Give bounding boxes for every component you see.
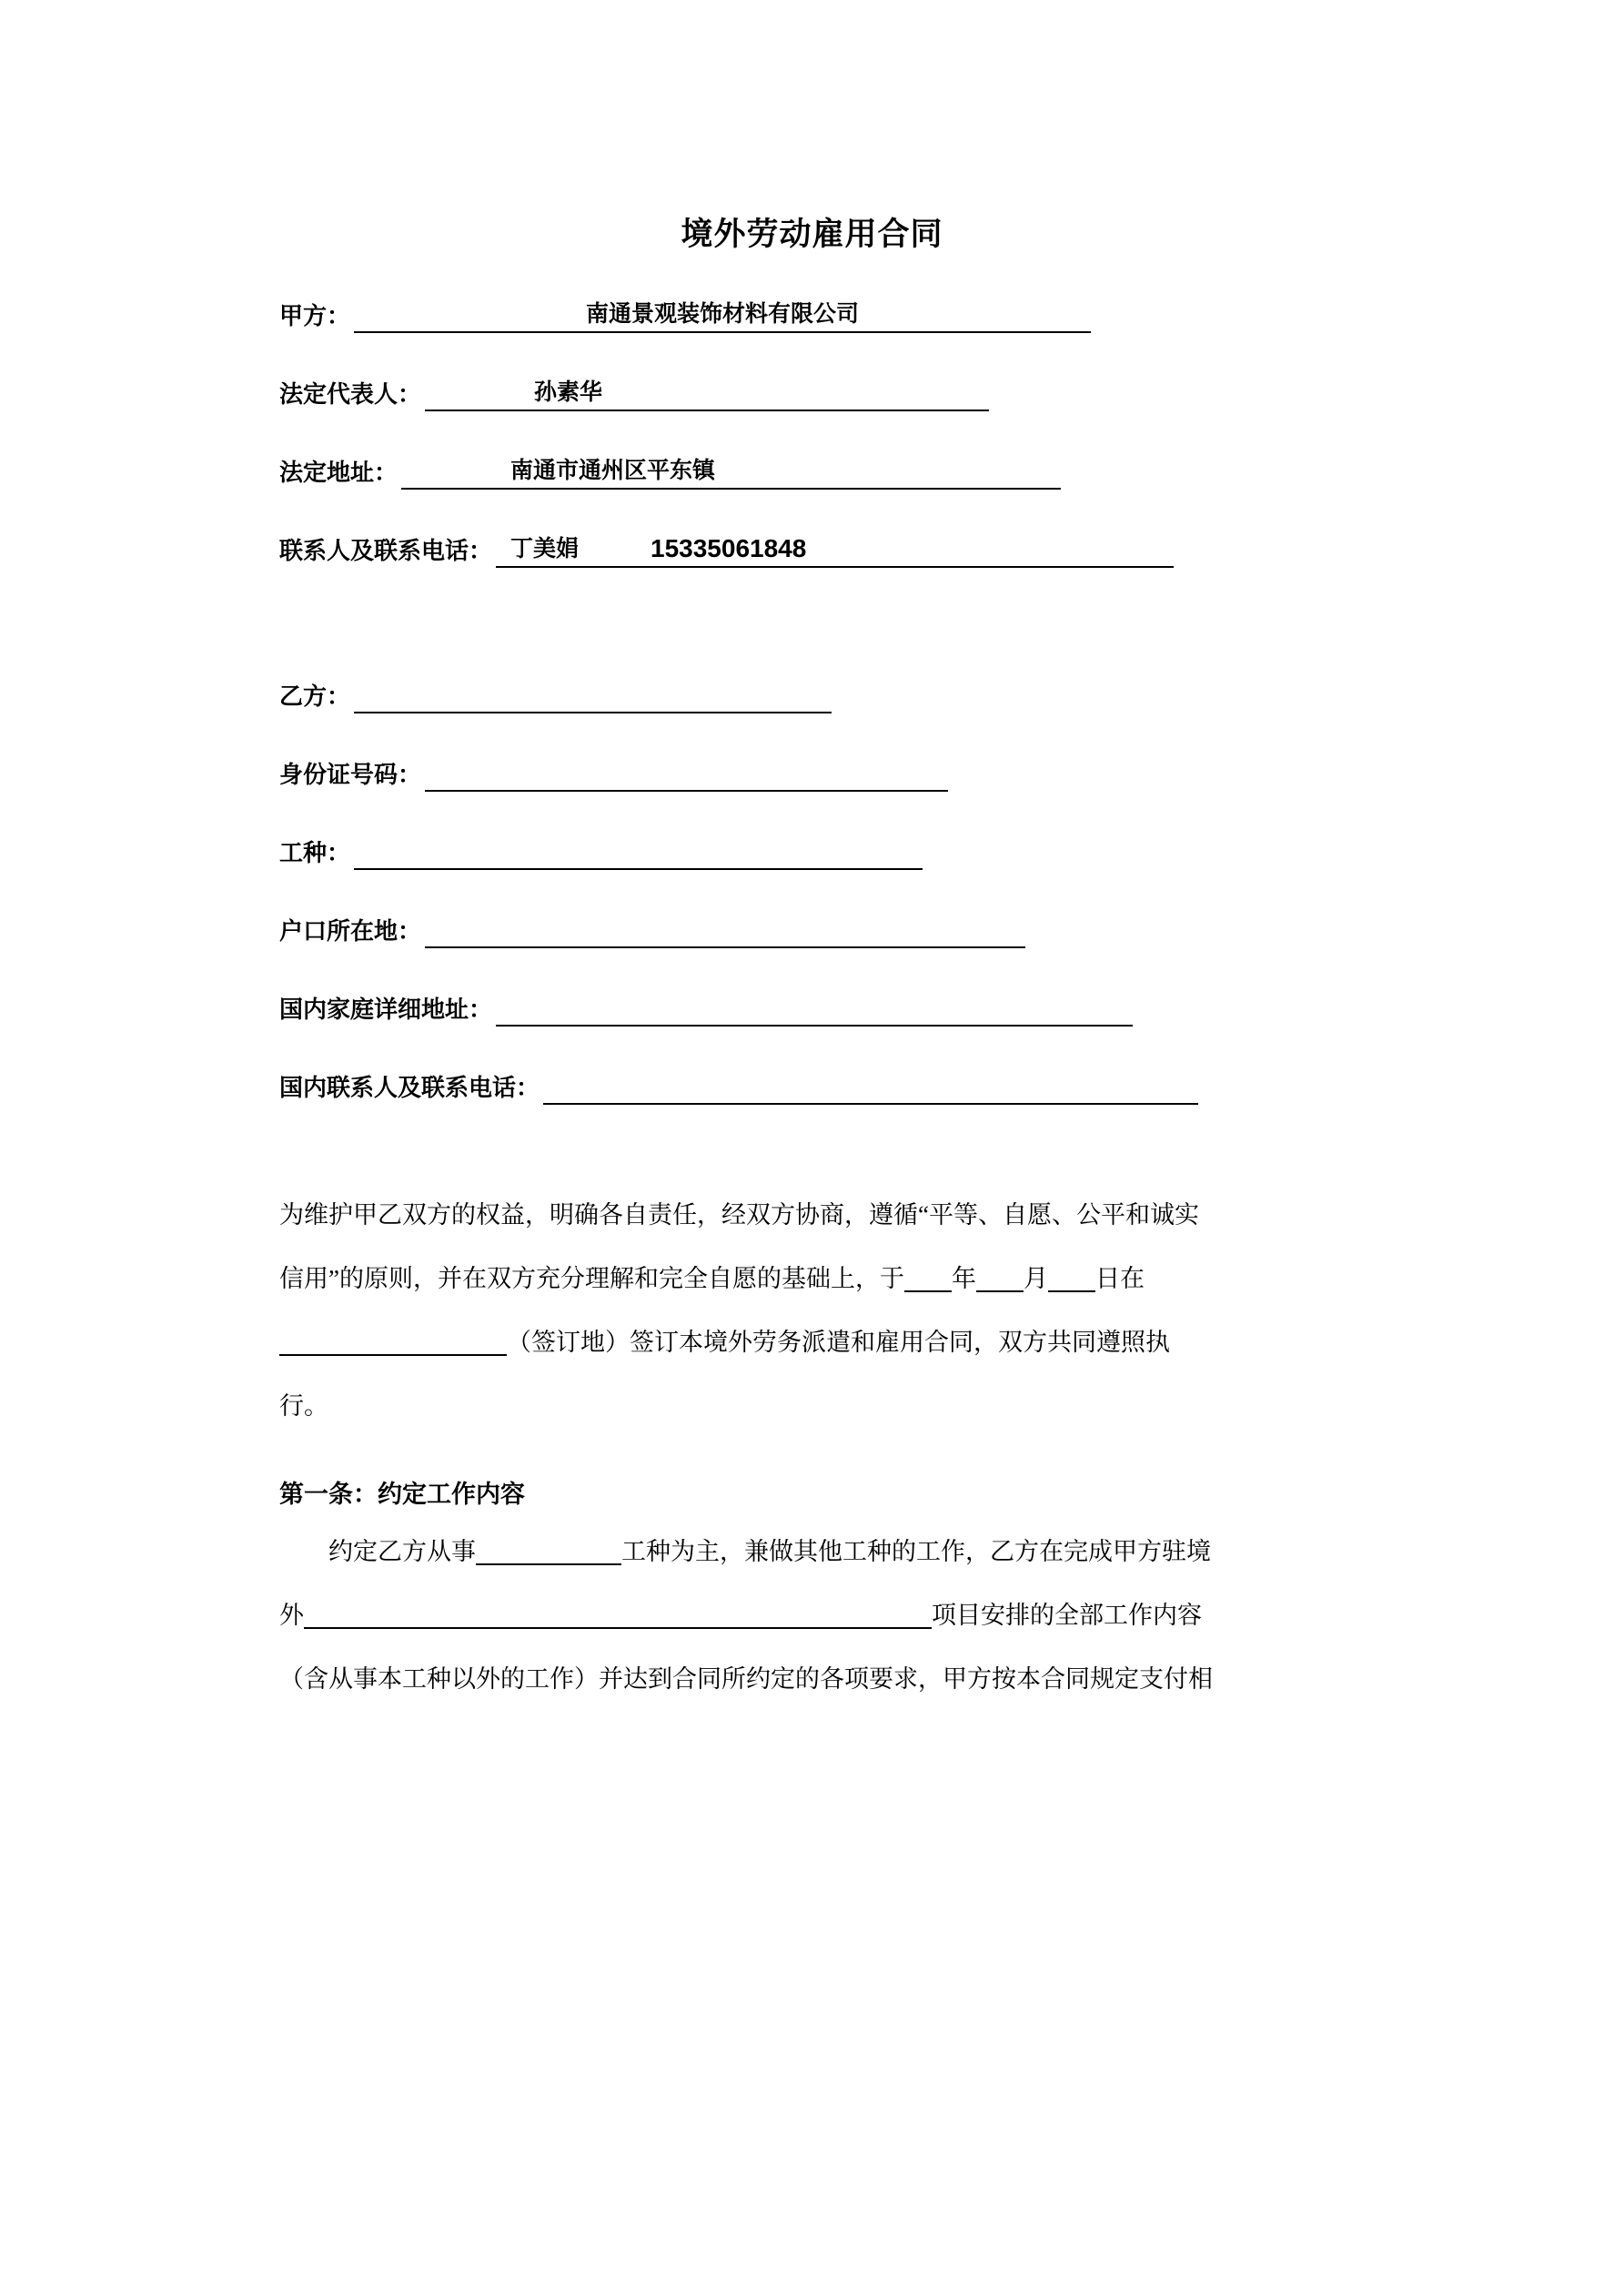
field-job-type[interactable] — [279, 828, 1374, 870]
preamble-block — [279, 1183, 1374, 1438]
field-label: 国内联系人及联系电话： — [279, 1074, 540, 1101]
article-1-line-1 — [279, 1520, 1374, 1583]
field-label: 身份证号码： — [279, 761, 422, 788]
field-party-b-name[interactable] — [279, 672, 1374, 713]
article-1-line-3: （含从事本工种以外的工作）并达到合同所约定的各项要求，甲方按本合同规定支付相 — [279, 1665, 1213, 1693]
field-blank[interactable] — [354, 300, 1091, 333]
field-value-contact: 丁美娟 — [510, 536, 580, 561]
field-value-phone: 15335061848 — [651, 534, 807, 562]
field-value: 南通景观装饰材料有限公司 — [586, 301, 860, 327]
page-title: 境外劳动雇用合同 — [681, 217, 943, 252]
field-legal-address[interactable] — [279, 448, 1374, 490]
label-year: 年 — [951, 1265, 976, 1292]
field-blank[interactable] — [354, 681, 832, 713]
field-label: 国内家庭详细地址： — [279, 996, 493, 1023]
preamble-text-a: 信用”的原则，并在双方充分理解和完全自愿的基础上，于 — [279, 1265, 904, 1292]
preamble-text-b: （签订地）签订本境外劳务派遣和雇用合同，双方共同遵照执 — [507, 1329, 1170, 1356]
field-blank[interactable] — [543, 1072, 1198, 1105]
blank-job-type[interactable] — [476, 1536, 621, 1565]
field-domestic-home-address[interactable] — [279, 985, 1374, 1027]
article-1-text-c: 外 — [279, 1602, 304, 1629]
field-legal-representative[interactable] — [279, 369, 1374, 411]
field-label: 法定地址： — [279, 459, 398, 486]
field-blank[interactable] — [401, 457, 1061, 490]
field-label: 户口所在地： — [279, 917, 422, 945]
field-blank[interactable] — [425, 759, 948, 792]
article-1-text-d: 项目安排的全部工作内容 — [932, 1602, 1202, 1629]
field-contact-person-phone[interactable] — [279, 526, 1374, 568]
field-id-number[interactable] — [279, 750, 1374, 792]
label-day: 日在 — [1094, 1265, 1145, 1292]
field-label: 甲方： — [279, 302, 351, 329]
article-1-line-2 — [279, 1583, 1374, 1647]
field-blank[interactable] — [425, 915, 1025, 948]
article-1-text-a: 约定乙方从事 — [328, 1538, 476, 1565]
preamble-line-1: 为维护甲乙双方的权益，明确各自责任，经双方协商，遵循“平等、自愿、公平和诚实 — [279, 1201, 1199, 1229]
blank-year[interactable] — [904, 1263, 952, 1292]
field-household-registration[interactable] — [279, 906, 1374, 948]
field-value: 孙素华 — [534, 379, 603, 405]
spacer — [279, 568, 1374, 635]
blank-signing-place[interactable] — [279, 1327, 507, 1356]
blank-month[interactable] — [976, 1263, 1024, 1292]
preamble-line-3 — [279, 1310, 1374, 1374]
contract-body — [250, 291, 1374, 1711]
field-label: 工种： — [279, 839, 351, 866]
field-blank[interactable] — [496, 994, 1133, 1027]
field-blank[interactable] — [425, 379, 989, 411]
field-value: 南通市通州区平东镇 — [510, 458, 716, 483]
field-label: 联系人及联系电话： — [279, 537, 493, 564]
article-1-heading: 第一条：约定工作内容 — [279, 1481, 525, 1508]
field-label: 法定代表人： — [279, 380, 422, 408]
article-1-text-b: 工种为主，兼做其他工种的工作，乙方在完成甲方驻境 — [621, 1538, 1211, 1565]
preamble-line-2 — [279, 1247, 1374, 1310]
preamble-line-4: 行。 — [279, 1392, 328, 1420]
field-domestic-contact-phone[interactable] — [279, 1063, 1374, 1105]
field-party-a-name[interactable] — [279, 291, 1374, 333]
blank-day[interactable] — [1048, 1263, 1095, 1292]
field-blank[interactable] — [496, 535, 1174, 568]
blank-project-name[interactable] — [304, 1600, 932, 1629]
field-label: 乙方： — [279, 683, 351, 710]
label-month: 月 — [1023, 1265, 1048, 1292]
field-blank[interactable] — [354, 837, 923, 870]
